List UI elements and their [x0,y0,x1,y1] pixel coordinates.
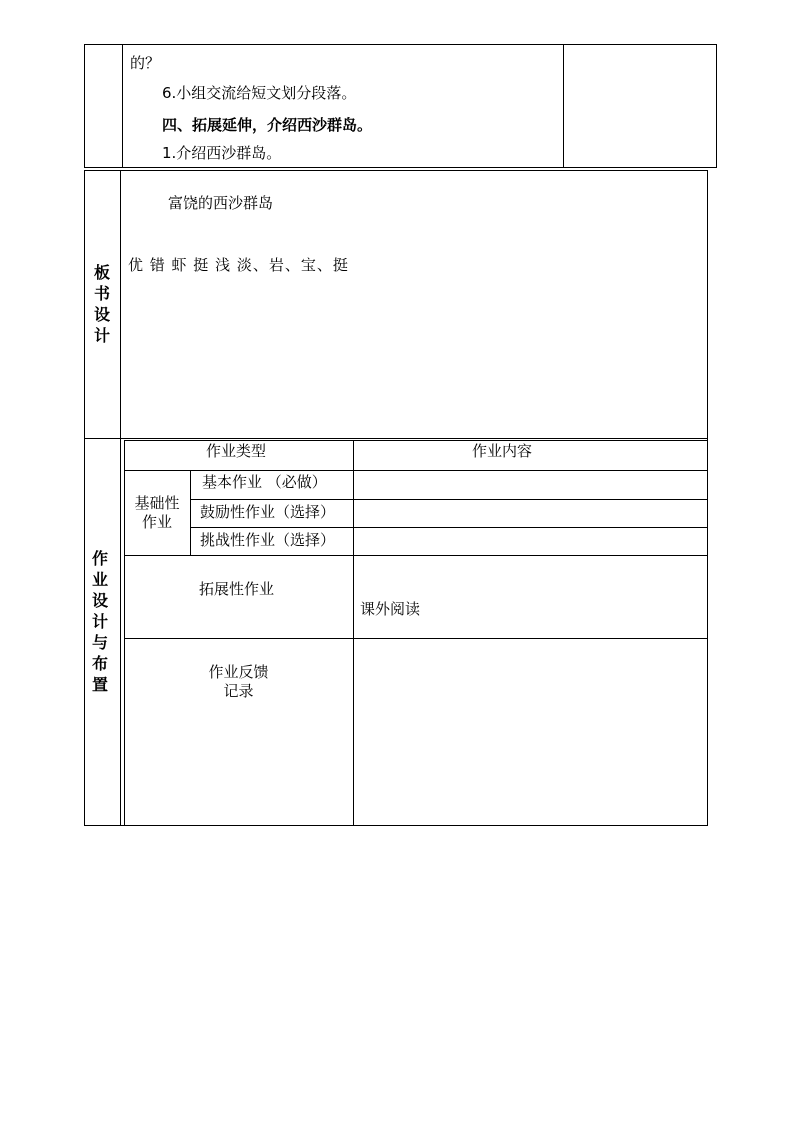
basic-group-label: 基础性 作业 [134,494,180,531]
board-words: 优 错 虾 挺 浅 淡、岩、宝、挺 [128,256,349,274]
basic-item-challenge: 挑战性作业（选择） [200,531,336,549]
basic-item-encouraged: 鼓励性作业（选择） [200,503,336,521]
feedback-label: 作业反馈 记录 [208,663,269,700]
board-design-label: 板 书 设 计 [93,263,110,345]
homework-design-label: 作 业 设 计 与 布 置 [91,549,108,694]
header-homework-type: 作业类型 [206,442,267,460]
section-heading: 四、拓展延伸，介绍西沙群岛。 [162,116,373,134]
board-title: 富饶的西沙群岛 [168,194,274,212]
header-homework-content: 作业内容 [472,442,533,460]
extended-homework-label: 拓展性作业 [199,580,275,598]
text-line-1: 的？ [130,54,161,72]
text-line-4: 1.介绍西沙群岛。 [162,144,282,162]
extended-homework-content: 课外阅读 [360,600,421,618]
basic-item-required: 基本作业 （必做） [202,473,327,491]
text-line-2: 6.小组交流给短文划分段落。 [162,84,357,102]
